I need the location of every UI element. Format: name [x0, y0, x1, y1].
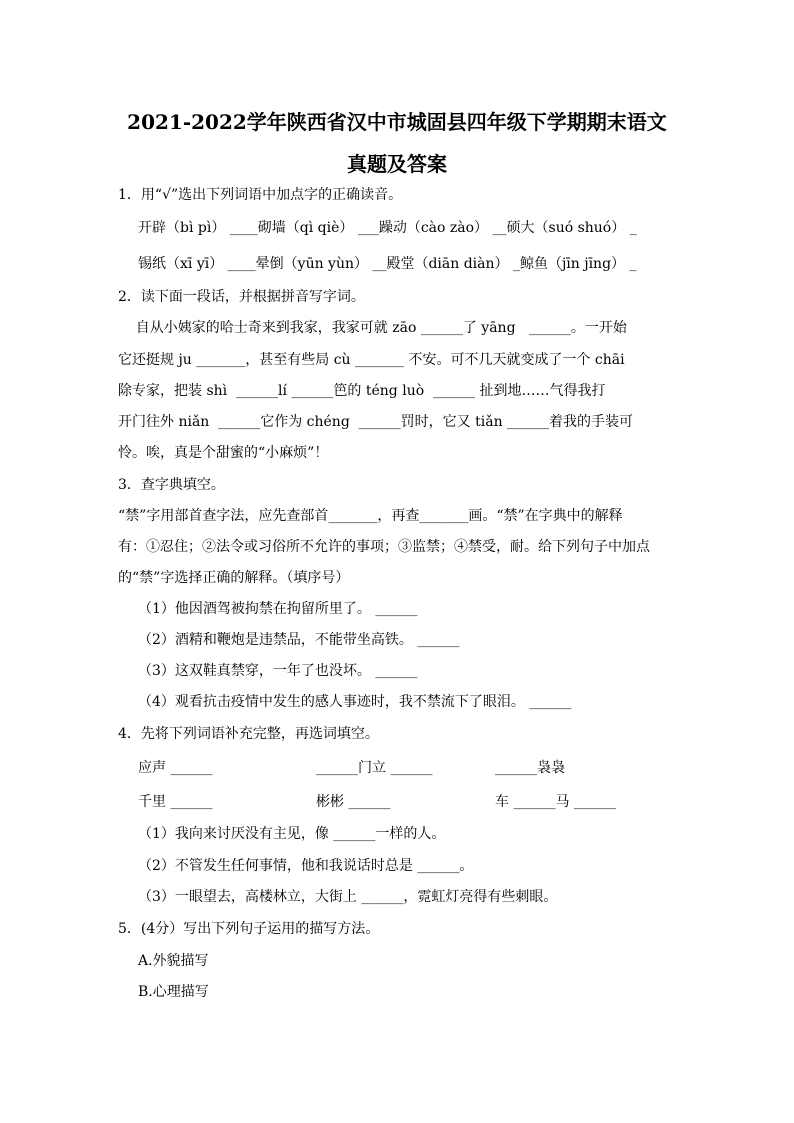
- q4-word: ______门立 ______: [316, 760, 433, 776]
- q2-line: 它还挺规 ju _______，甚至有些局 cù _______ 不安。可不几天就变成了一个 chāi: [118, 352, 625, 368]
- q4-word: 彬彬 ______: [316, 794, 391, 810]
- q2-heading: 2．读下面一段话，并根据拼音写字词。: [118, 289, 365, 305]
- q5-option: A.外貌描写: [138, 953, 209, 969]
- q3-line: 有：①忍住；②法令或习俗所不允许的事项；③监禁；④禁受，耐。给下列句子中加点: [118, 539, 650, 555]
- q4-item: （1）我向来讨厌没有主见，像 ______一样的人。: [138, 826, 446, 842]
- q1-row: 锡纸（xī yī） ____晕倒（yūn yùn） __殿堂（diān diàn） _鲸鱼（jīn jīng） _: [138, 256, 637, 272]
- q1-heading: 1．用“√”选出下列词语中加点字的正确读音。: [118, 187, 403, 203]
- q4-word: ______袅袅: [495, 760, 565, 776]
- q4-item: （2）不管发生任何事情，他和我说话时总是 ______。: [138, 858, 474, 874]
- q4-word: 千里 ______: [138, 794, 213, 810]
- q3-item: （3）这双鞋真禁穿，一年了也没坏。 ______: [138, 663, 418, 679]
- q4-word: 应声 ______: [138, 760, 213, 776]
- q2-line: 开门往外 niǎn ______它作为 chéng ______罚时，它又 tiǎn ______着我的手装可: [118, 414, 634, 430]
- q1-row: 开辟（bì pì） ____砌墙（qì qiè） ___躁动（cào zào） __硕大（suó shuó） _: [138, 220, 637, 236]
- q3-item: （2）酒精和鞭炮是违禁品，不能带坐高铁。 ______: [138, 632, 460, 648]
- q4-item: （3）一眼望去，高楼林立，大街上 ______，霓虹灯亮得有些刺眼。: [138, 889, 558, 905]
- doc-title: 2021-2022学年陕西省汉中市城固县四年级下学期期末语文: [127, 110, 667, 134]
- q3-item: （1）他因酒驾被拘禁在拘留所里了。 ______: [138, 601, 418, 617]
- q5-option: B.心理描写: [138, 984, 209, 1000]
- q4-heading: 4．先将下列词语补充完整，再选词填空。: [118, 726, 379, 742]
- q5-heading: 5．(4分）写出下列句子运用的描写方法。: [118, 921, 380, 937]
- q3-item: （4）观看抗击疫情中发生的感人事迹时，我不禁流下了眼泪。 ______: [138, 694, 572, 710]
- q2-line: 除专家，把装 shì ______lí ______笆的 téng luò ______ 扯到地……气得我打: [118, 383, 606, 399]
- doc-title: 真题及答案: [347, 152, 447, 176]
- q2-line: 怜。唉，真是个甜蜜的“小麻烦”！: [118, 445, 329, 461]
- q3-line: 的“禁”字选择正确的解释。（填序号）: [118, 570, 350, 586]
- q4-word: 车 ______马 ______: [495, 794, 616, 810]
- q2-line: 自从小姨家的哈士奇来到我家，我家可就 zāo ______了 yāng ______。一开始: [118, 320, 627, 336]
- q3-heading: 3．查字典填空。: [118, 477, 225, 493]
- q3-line: “禁”字用部首查字法，应先查部首_______，再查_______画。“禁”在字典中的解释: [118, 508, 623, 524]
